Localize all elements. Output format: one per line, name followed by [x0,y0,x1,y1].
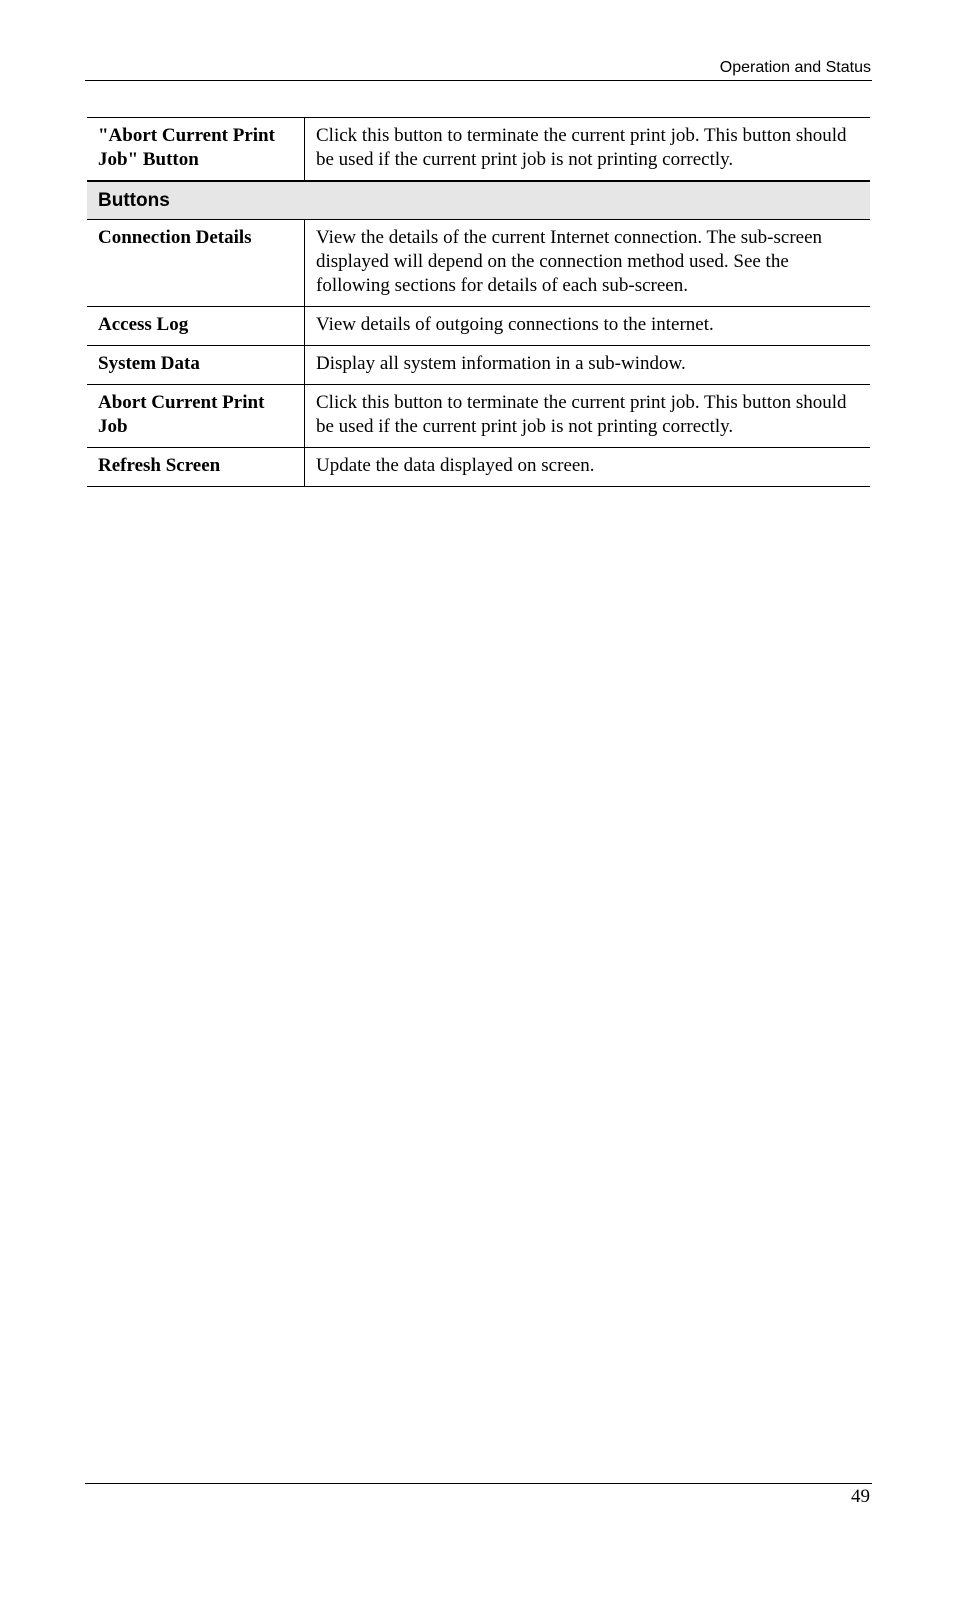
table-term-cell: Access Log [87,307,305,346]
table-term-cell: System Data [87,346,305,385]
table-row [87,307,870,346]
table-term-cell: Refresh Screen [87,448,305,487]
table-row [87,448,870,487]
table-description-cell: Click this button to terminate the current print job. This button should be used if the current print job is not printing correctly. [305,385,871,448]
footer-rule [85,1483,872,1484]
section-heading: Buttons [87,181,870,220]
table-row [87,220,870,307]
table-description-cell: Update the data displayed on screen. [305,448,871,487]
button-description-table [87,117,870,487]
running-header-title: Operation and Status [719,59,871,76]
table-term-cell: Connection Details [87,220,305,307]
table-term-cell: "Abort Current Print Job" Button [87,118,305,182]
header-rule [85,80,872,81]
table-term-cell: Abort Current Print Job [87,385,305,448]
table-row [87,118,870,182]
table-section-row [87,181,870,220]
table-description-cell: Click this button to terminate the current print job. This button should be used if the current print job is not printing correctly. [305,118,871,182]
table-description-cell: View the details of the current Internet connection. The sub-screen displayed will depend on the connection method used. See the following sections for details of each sub-screen. [305,220,871,307]
table-row [87,385,870,448]
table-description-cell: View details of outgoing connections to the internet. [305,307,871,346]
table-row [87,346,870,385]
table-description-cell: Display all system information in a sub-window. [305,346,871,385]
page-number: 49 [851,1486,870,1507]
